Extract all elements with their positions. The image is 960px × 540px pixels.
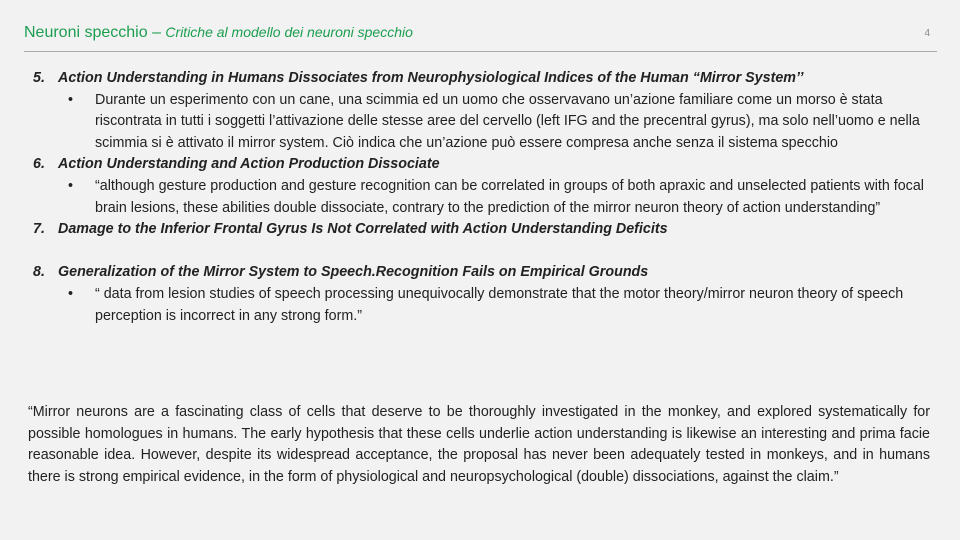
title-subtitle: Critiche al modello dei neuroni specchio — [165, 24, 413, 40]
item-heading: Action Understanding in Humans Dissociates from Neurophysiological Indices of the Human “Mirror System’’ — [58, 70, 804, 86]
bullet-icon: • — [68, 177, 74, 194]
list-item — [33, 219, 933, 241]
item-number: 7. — [33, 221, 45, 238]
slide-title — [24, 24, 413, 42]
list-item — [33, 68, 933, 90]
bullet-text: “although gesture production and gesture recognition can be correlated in groups of both apraxic and unselected patients with focal brain lesions, these abilities double dissociate, contrary to the prediction of the mirror neuron theory of action understanding” — [95, 177, 924, 216]
item-number: 6. — [33, 156, 45, 173]
bullet-icon: • — [68, 285, 74, 302]
title-main: Neuroni specchio – — [24, 24, 161, 41]
item-heading: Generalization of the Mirror System to Speech.Recognition Fails on Empirical Grounds — [58, 264, 649, 281]
list-item — [33, 154, 933, 176]
bullet-item — [33, 176, 933, 219]
page-number: 4 — [924, 28, 930, 39]
item-heading: Action Understanding and Action Production Dissociate — [58, 156, 440, 173]
bullet-item — [33, 90, 933, 155]
bullet-text: Durante un esperimento con un cane, una scimmia ed un uomo che osservavano un’azione familiare come un morso è stata riscontrata in tutti i soggetti l’attivazione delle stesse aree del cervello (left IFG and the precentral gyrus), ma solo nell’uomo e nella scimmia si è attivato il mirror system. Ciò indica che un’azione può essere compresa anche senza il sistema specchio — [95, 91, 920, 151]
item-number: 5. — [33, 70, 45, 86]
item-number: 8. — [33, 264, 45, 281]
item-heading: Damage to the Inferior Frontal Gyrus Is Not Correlated with Action Understanding Deficits — [58, 221, 668, 238]
title-divider — [24, 51, 937, 52]
list-item — [33, 262, 933, 284]
bullet-icon: • — [68, 91, 74, 108]
spacer — [33, 241, 933, 263]
bullet-item — [33, 284, 933, 327]
critique-list — [33, 68, 933, 327]
closing-quote: “Mirror neurons are a fascinating class of cells that deserve to be thoroughly investigated in the monkey, and explored systematically for possible homologues in humans. The early hypothesis that these cells underlie action understanding is likewise an interesting and prima facie reasonable idea. However, despite its widespread acceptance, the proposal has never been adequately tested in monkeys, and in humans there is strong empirical evidence, in the form of physiological and neuropsychological (double) dissociations, against the claim.” — [28, 404, 930, 485]
bullet-text: “ data from lesion studies of speech processing unequivocally demonstrate that the motor theory/mirror neuron theory of speech perception is incorrect in any strong form.” — [95, 285, 904, 324]
